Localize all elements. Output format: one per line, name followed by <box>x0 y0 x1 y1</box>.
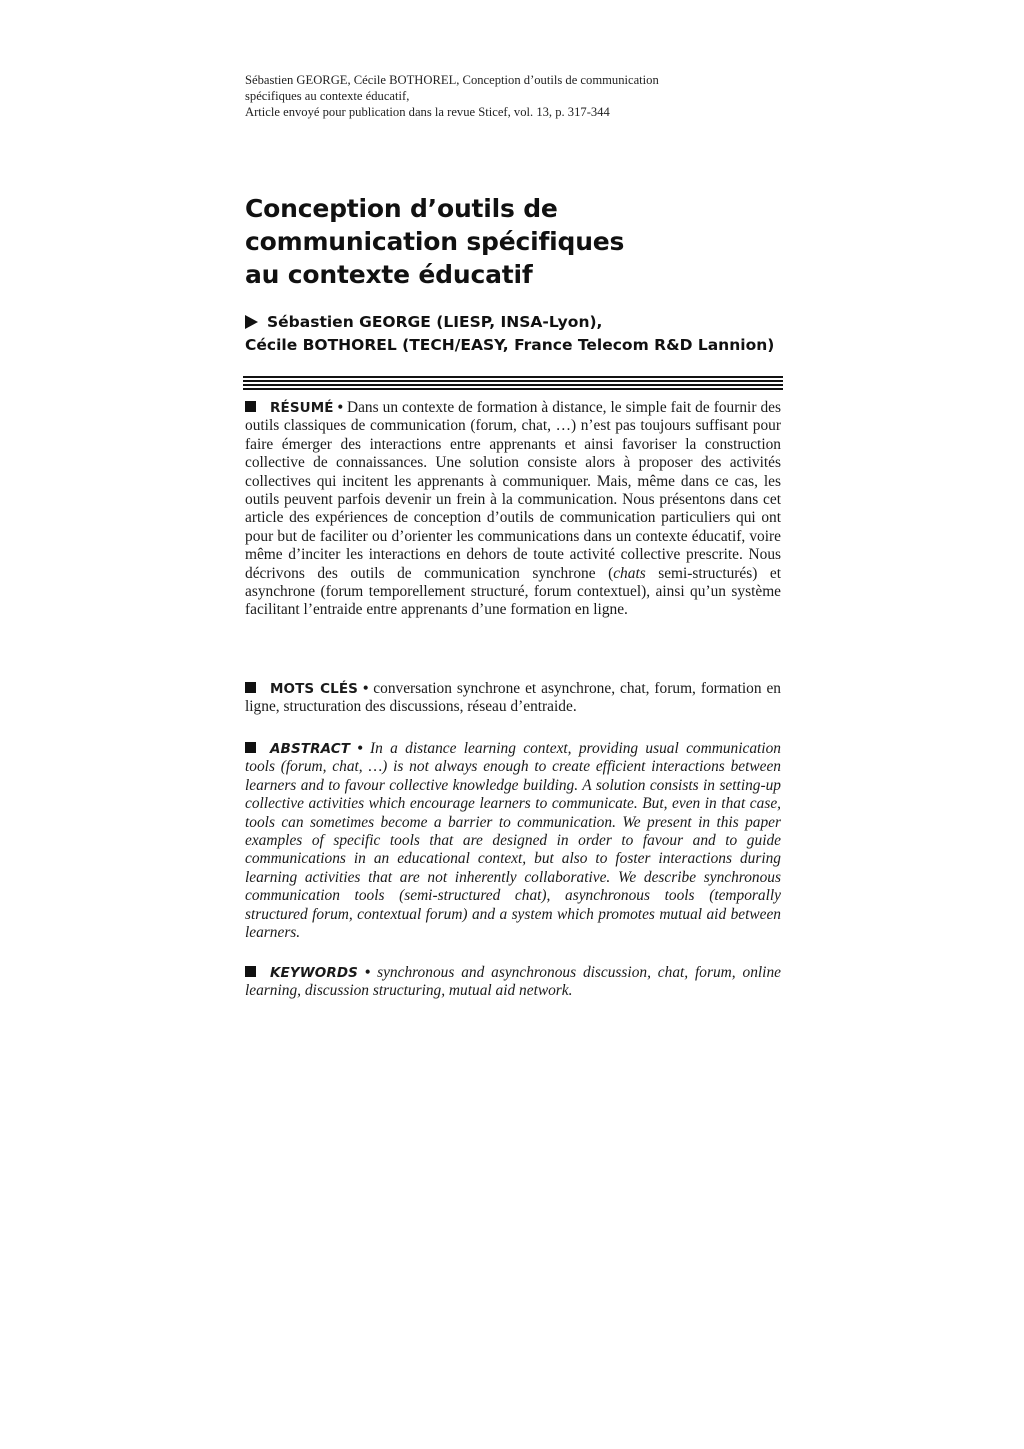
abstract-section <box>245 740 781 942</box>
citation-header <box>245 72 725 120</box>
title-line-2: communication spécifiques <box>245 227 625 256</box>
mots-cles-text: conversation synchrone et asynchrone, chat, forum, formation en ligne, structuration des discussions, réseau d’entraide. <box>245 680 781 716</box>
triangle-arrow-icon <box>245 315 258 329</box>
author-1: Sébastien GEORGE (LIESP, INSA-Lyon), <box>267 313 603 331</box>
rule-line <box>243 388 783 390</box>
square-bullet-icon <box>245 682 256 693</box>
author-line-1 <box>245 311 805 334</box>
authors-block <box>245 311 805 357</box>
mots-cles-section <box>245 680 781 717</box>
keywords-label: KEYWORDS <box>270 965 358 981</box>
keywords-section <box>245 964 781 1001</box>
citation-line-1: Sébastien GEORGE, Cécile BOTHOREL, Conception d’outils de communication <box>245 73 659 87</box>
square-bullet-icon <box>245 966 256 977</box>
keywords-text: synchronous and asynchronous discussion, chat, forum, online learning, discussion structuring, mutual aid network. <box>245 964 781 1000</box>
article-title <box>245 192 805 291</box>
resume-text-1: Dans un contexte de formation à distance, le simple fait de fournir des outils classiques de communication (forum, chat, …) n’est pas toujours suffisant pour faire émerger des interactions entre apprenants et ainsi favoriser la construction collective de connaissances. Une solution consiste alors à proposer des activités collectives qui incitent les apprenants à communiquer. Mais, même dans ce cas, les outils peuvent parfois devenir un frein à la communication. Nous présentons dans cet article des expériences de conception d’outils de communication particuliers qui ont pour but de faciliter ou d’orienter les communications dans un contexte éducatif, voire même d’inciter les interactions en dehors de toute activité collective prescrite. Nous décrivons des outils de communication synchrone ( <box>245 399 781 582</box>
mots-cles-bullet: • <box>362 680 369 697</box>
rule-line <box>243 380 783 382</box>
abstract-bullet: • <box>357 740 363 757</box>
rule-line <box>243 376 783 378</box>
resume-section <box>245 399 781 620</box>
citation-line-3: Article envoyé pour publication dans la revue Sticef, vol. 13, p. 317-344 <box>245 105 610 119</box>
resume-italic-word: chats <box>613 564 646 582</box>
abstract-text: In a distance learning context, providing usual communication tools (forum, chat, …) is not always enough to create efficient interactions between learners and to favour collective knowledge building. A solution consists in setting-up collective activities which encourage learners to communicate. But, even in that case, tools can sometimes become a barrier to communication. We present in this paper examples of specific tools that are designed in order to favour and to guide communications in an educational context, but also to foster interactions during learning activities that are not inherently collaborative. We describe synchronous communication tools (semi-structured chat), asynchronous tools (temporally structured forum, contextual forum) and a system which promotes mutual aid between learners. <box>245 740 781 942</box>
separator-rules <box>243 376 783 392</box>
citation-line-2: spécifiques au contexte éducatif, <box>245 89 410 103</box>
abstract-label: ABSTRACT <box>270 741 351 757</box>
title-line-3: au contexte éducatif <box>245 260 533 289</box>
mots-cles-label: MOTS CLÉS <box>270 681 358 697</box>
keywords-bullet: • <box>364 964 371 981</box>
resume-bullet: • <box>337 399 343 416</box>
square-bullet-icon <box>245 742 256 753</box>
title-line-1: Conception d’outils de <box>245 194 558 223</box>
resume-text-2: semi-structurés) et asynchrone (forum temporellement structuré, forum contextuel), ainsi qu’un système facilitant l’entraide entre apprenants d’une formation en ligne. <box>245 564 781 619</box>
author-line-2: Cécile BOTHOREL (TECH/EASY, France Telecom R&D Lannion) <box>245 336 775 354</box>
resume-label: RÉSUMÉ <box>270 400 334 416</box>
square-bullet-icon <box>245 401 256 412</box>
rule-line <box>243 384 783 386</box>
